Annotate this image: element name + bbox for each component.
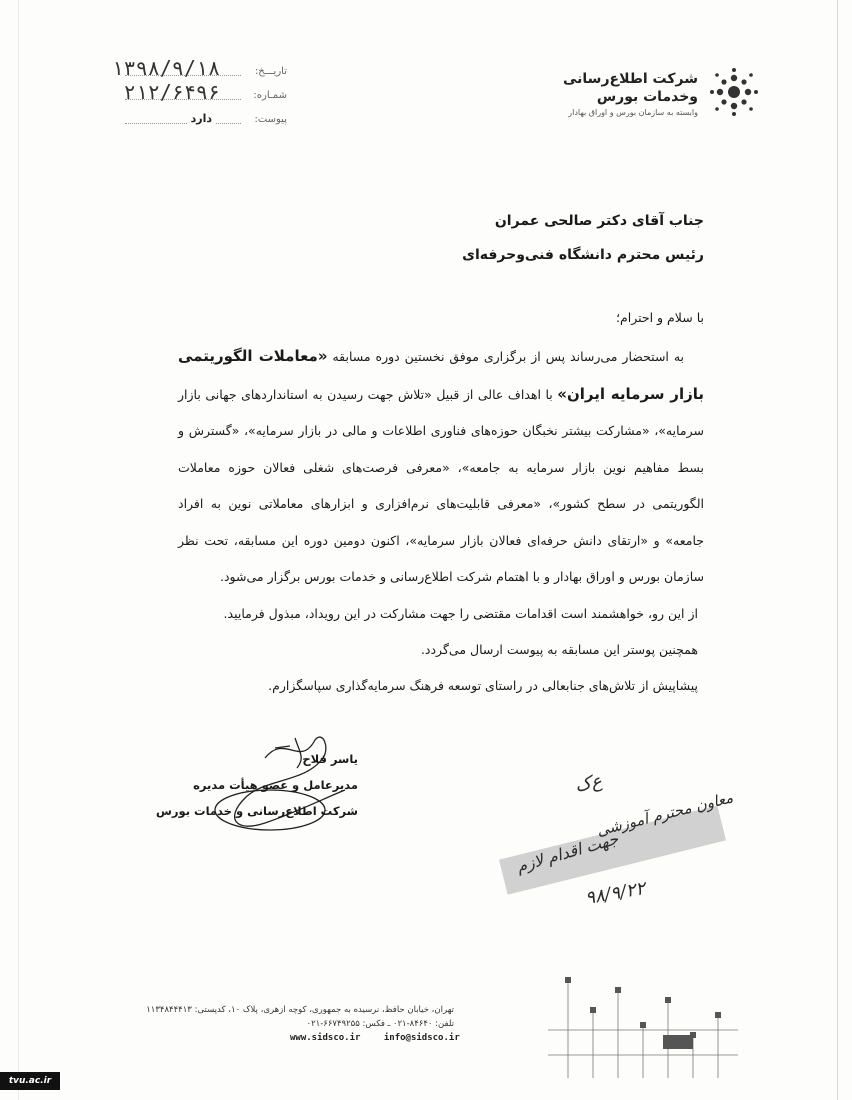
letter-meta [95,58,295,130]
attachment-dots [125,123,241,124]
logo-line-2: وخدمات بورس [596,89,698,105]
footer-contact [290,1033,478,1043]
page-shadow-left [18,0,19,1100]
number-label: شمـاره: [253,90,287,101]
date-value: ۱۳۹۸/۹/۱۸ [111,56,220,80]
paragraph-3: همچنین پوستر این مسابقه به پیوست ارسال می‌گردد. [420,641,698,657]
referral-line-3: جهت اقدام لازم [514,828,621,877]
paragraph-4: پیشاپیش از تلاش‌های جنابعالی در راستای توسعه فرهنگ سرمایه‌گذاری سپاسگزارم. [268,677,698,693]
date-label: تاریـــخ: [254,66,287,77]
handwritten-referral [495,765,745,935]
attachment-value: دارد [188,112,215,125]
company-logo [510,66,760,126]
letter-body [178,304,704,704]
logo-text [563,70,698,117]
salutation: با سلام و احترام؛ [616,310,704,325]
logo-line-3: وابسته به سازمان بورس و اوراق بهادار [568,108,698,117]
email-link[interactable]: info@sidsco.ir [383,1033,460,1043]
logo-line-1: شرکت اطلاع‌رسانی [563,71,698,87]
paragraph-1-rest: با اهداف عالی از قبیل «تلاش جهت رسیدن به استانداردهای جهانی بازار سرمایه»، «مشارکت بیشتر نخبگان حوزه‌های فناوری اطلاعات و مالی در بازار سرمایه»، «گسترش و بسط مفاهیم نوین بازار سرمایه به جامعه»، «معرفی فرصت‌های شغلی فعالان حوزه معاملات الگوریتمی در سطح کشور»، «معرفی قابلیت‌های نرم‌افزاری و ابزارهای معاملاتی نوین به افراد جامعه» و «ارتقای دانش حرفه‌ای فعالان بازار سرمایه»، اکنون دومین دوره این مسابقه، تحت نظر سازمان بورس و اوراق بهادار و با اهتمام شرکت اطلاع‌رسانی و خدمات بورس برگزار می‌شود. [178,386,704,584]
date-row [95,58,295,82]
paragraph-2: از این رو، خواهشمند است اقدامات مقتضی را جهت مشارکت در این رویداد، مبذول فرمایید. [223,605,698,621]
signatory-name: یاسر فلاح [302,752,358,766]
phone-line: تلفن: ۸۴۶۴۰-۰۲۱ ـ فکس: ۶۶۷۴۹۲۵۵-۰۲۱ [306,1019,454,1029]
signature-block [156,746,358,824]
footer-decoration [548,970,738,1078]
site-badge[interactable] [0,1072,60,1090]
paragraph-1-intro: به استحضار می‌رساند پس از برگزاری موفق نخستین دوره مسابقه [332,349,684,364]
signatory-company: شرکت اطلاع‌رسانی و خدمات بورس [156,804,358,818]
referral-line-2: معاون محترم آموزشی [594,788,735,840]
attachment-row [95,106,295,130]
address-line: تهران، خیابان حافظ، نرسیده به جمهوری، کوچه ازهری، پلاک ۱۰، کدپستی: ۱۱۳۴۸۴۴۴۱۳ [146,1005,454,1015]
site-badge-text: tvu.ac.ir [8,1076,52,1086]
signatory-role: مدیرعامل و عضو هیأت مدیره [193,778,358,792]
competition-title: «معاملات الگوریتمی بازار سرمایه ایران» [178,347,704,403]
referral-date: ۹۸/۹/۲۲ [583,877,647,910]
referral-line-1: ع‌ک [573,770,604,797]
footer-address [146,1003,454,1031]
number-row [95,82,295,106]
recipient-block [462,204,704,272]
website-link[interactable]: www.sidsco.ir [290,1033,361,1043]
attachment-label: پیوست: [254,114,287,125]
page-shadow-right [837,0,838,1100]
number-value: ۲۱۲/۶۴۹۶ [123,80,220,104]
recipient-name: جناب آقای دکتر صالحی عمران [494,213,704,229]
logo-mark-icon [708,66,760,118]
recipient-title: رئیس محترم دانشگاه فنی‌وحرفه‌ای [462,247,704,263]
paragraph-1 [178,338,704,596]
